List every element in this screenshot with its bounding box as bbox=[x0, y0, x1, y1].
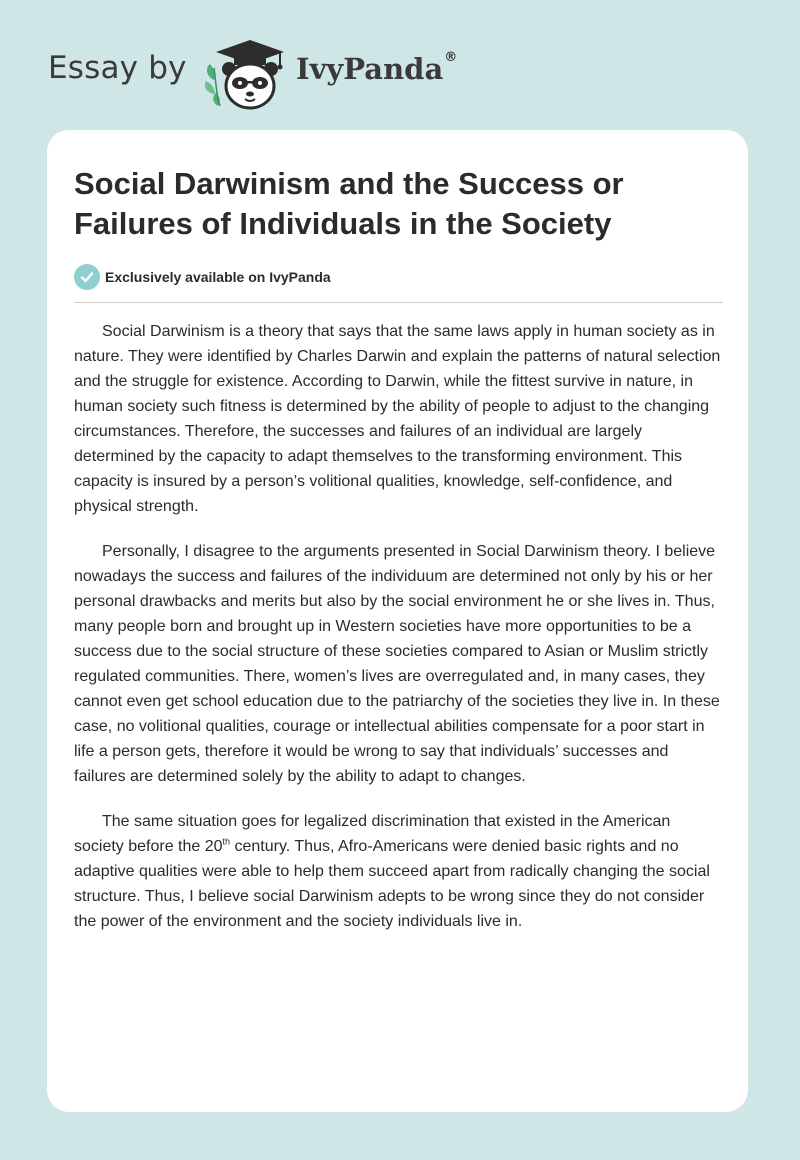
essay-card bbox=[47, 130, 748, 1112]
paragraph-3-part-1: The same situation goes for legalized discrimination that existed in the American society before the 20 bbox=[74, 813, 671, 855]
panda-logo-graphic bbox=[200, 36, 296, 112]
essay-body bbox=[74, 319, 724, 954]
brand-text: IvyPanda bbox=[296, 52, 444, 86]
ivypanda-brand-name[interactable] bbox=[296, 52, 457, 86]
essay-paragraph-1: Social Darwinism is a theory that says that the same laws apply in human society as in nature. They were identified by Charles Darwin and explain the patterns of natural selection and the struggle for existence. According to Darwin, while the fittest survive in nature, in human society such fitness is determined by the ability of people to adjust to the changing circumstances. Therefore, the successes and failures of an individual are largely determined by the capacity to adapt themselves to the transforming environment. This capacity is insured by a person’s volitional qualities, knowledge, self-confidence, and physical strength. bbox=[74, 323, 721, 515]
ordinal-superscript: th bbox=[222, 836, 231, 847]
essay-paragraph-3 bbox=[74, 809, 724, 934]
divider bbox=[74, 302, 723, 303]
trademark-symbol: ® bbox=[444, 50, 458, 65]
exclusive-badge bbox=[74, 264, 331, 290]
panda-logo-icon[interactable] bbox=[200, 36, 296, 112]
essay-title: Social Darwinism and the Success or Failures of Individuals in the Society bbox=[74, 166, 624, 241]
checkmark-graphic bbox=[80, 270, 94, 284]
site-header bbox=[0, 0, 800, 130]
paragraph-3-part-2: century. Thus, Afro-Americans were denied basic rights and no adaptive qualities were able to help them succeed apart from radically changing the social structure. Thus, I believe social Darwinism adepts to be wrong since they do not consider the power of the environment and the society individuals live in. bbox=[74, 838, 710, 930]
essay-by-label: Essay by bbox=[48, 50, 187, 86]
essay-paragraph-2: Personally, I disagree to the arguments presented in Social Darwinism theory. I believe nowadays the success and failures of the individuum are determined not only by his or her personal drawbacks and merits but also by the social environment he or she lives in. Thus, many people born and brought up in Western societies have more opportunities to be a success due to the social structure of these societies compared to Asian or Muslim strictly regulated communities. There, women’s lives are overregulated and, in many cases, they cannot even get school education due to the patriarchy of the societies they live in. In these case, no volitional qualities, courage or intellectual abilities compensate for a poor start in life a person gets, therefore it would be wrong to say that individuals’ successes and failures are determined solely by the ability to adapt to changes. bbox=[74, 543, 720, 785]
check-icon bbox=[74, 264, 100, 290]
ivy-leaf-icon bbox=[205, 64, 220, 106]
exclusive-label: Exclusively available on IvyPanda bbox=[105, 269, 331, 285]
